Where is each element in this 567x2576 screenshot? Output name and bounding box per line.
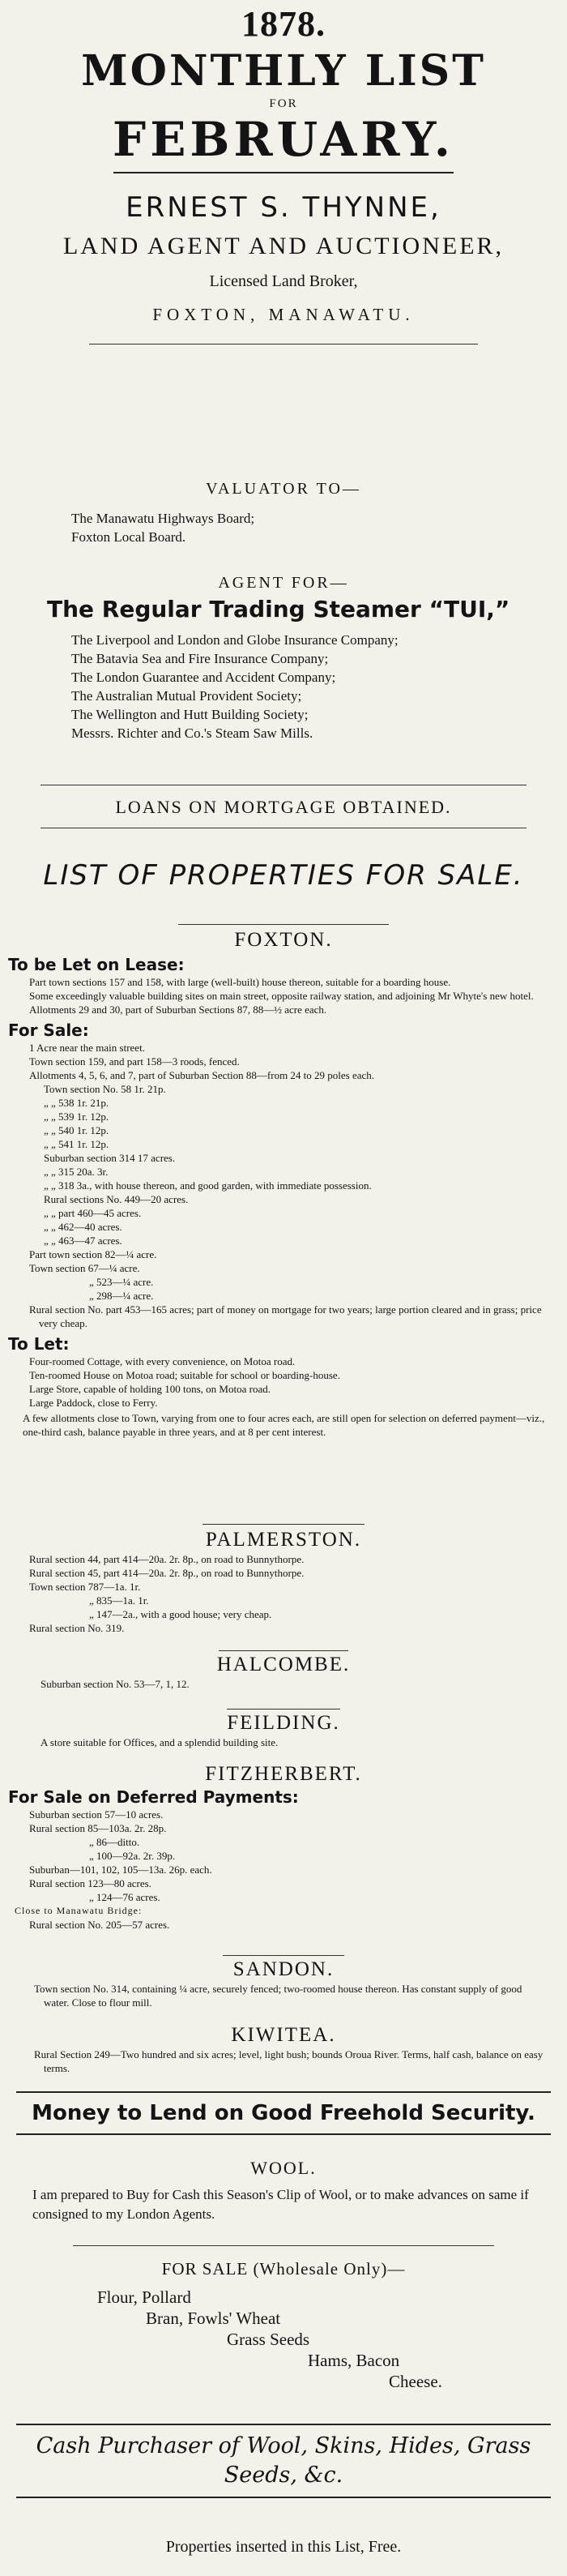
allotments-note: A few allotments close to Town, varying from one to four acres each, are still open for selection on deferred payment—viz., one-third cash, balance payable in three years, and at 8 per cent interest. [23, 1412, 545, 1438]
town-section-item: „ „ 539 1r. 12p. [44, 1110, 109, 1123]
fitzherbert-item: „ 100—92a. 2r. 39p. [89, 1850, 176, 1862]
deferred-heading: For Sale on Deferred Payments: [8, 1787, 299, 1807]
fitzherbert-item: Rural section 123—80 acres. [29, 1877, 151, 1889]
let-item: Four-roomed Cottage, with every convenience, on Motoa road. [29, 1355, 296, 1367]
kiwitea-section [8, 2023, 559, 2075]
free-notice: Properties inserted in this List, Free. [165, 2538, 402, 2556]
wholesale-section [8, 2245, 559, 2392]
list-heading [8, 858, 559, 893]
divider [178, 924, 389, 925]
fitzherbert-item: „ 124—76 acres. [89, 1891, 160, 1903]
broker-line: Licensed Land Broker, [209, 272, 358, 290]
fitzherbert-heading: FITZHERBERT. [205, 1763, 362, 1785]
divider [16, 2497, 551, 2498]
sandon-item: Town section No. 314, containing ¼ acre, securely fenced; two-roomed house thereon. Has constant supply of good water. Close to flour mill. [34, 1983, 522, 2009]
agency-item: The London Guarantee and Accident Company; [71, 670, 336, 685]
fitzherbert-item: Rural section 85—103a. 2r. 28p. [29, 1822, 167, 1834]
rural-section-item: Rural sections No. 449—20 acres. [44, 1193, 189, 1205]
agency-item: The Wellington and Hutt Building Society; [71, 707, 309, 722]
halcombe-heading: HALCOMBE. [216, 1654, 351, 1675]
rural-section-item: Part town section 82—¼ acre. [29, 1248, 157, 1260]
goods-item: Hams, Bacon [308, 2351, 400, 2370]
month: FEBRUARY. [113, 112, 454, 167]
wool-text: I am prepared to Buy for Cash this Season's Clip of Wool, or to make advances on same if consigned to my London Agents. [32, 2187, 529, 2222]
town-section-item: „ „ 538 1r. 21p. [44, 1097, 109, 1109]
town-section-item: Suburban section 314 17 acres. [44, 1152, 176, 1164]
wool-section [8, 2156, 559, 2224]
agent-role: LAND AGENT AND AUCTIONEER, [62, 233, 505, 259]
palmerston-item: Rural section 44, part 414—20a. 2r. 8p., on road to Bunnythorpe. [29, 1553, 305, 1565]
goods-item: Flour, Pollard [97, 2287, 191, 2307]
divider [16, 2091, 551, 2093]
lease-item: Part town sections 157 and 158, with large (well-built) house thereon, suitable for a boarding house. [29, 976, 451, 988]
valuator-item: The Manawatu Highways Board; [71, 511, 255, 526]
sale-item: 1 Acre near the main street. [29, 1042, 145, 1054]
palmerston-item: Rural section No. 319. [29, 1622, 125, 1634]
divider [202, 1524, 364, 1525]
sandon-section [8, 1955, 559, 2009]
agency-item: Messrs. Richter and Co.'s Steam Saw Mills. [71, 725, 313, 741]
agency-item: The Batavia Sea and Fire Insurance Company; [71, 651, 329, 666]
palmerston-item: Town section 787—1a. 1r. [29, 1581, 141, 1593]
fitzherbert-item: Suburban section 57—10 acres. [29, 1808, 164, 1821]
lease-item: Allotments 29 and 30, part of Suburban Sections 87, 88—½ acre each. [29, 1003, 327, 1016]
money-notice: Money to Lend on Good Freehold Security. [32, 2101, 535, 2125]
kiwitea-heading: KIWITEA. [231, 2024, 336, 2046]
lease-item: Some exceedingly valuable building sites on main street, opposite railway station, and adjoining Mr Whyte's new hotel. [29, 990, 534, 1002]
goods-item: Cheese. [389, 2372, 442, 2391]
town-section-item: „ „ 315 20a. 3r. [44, 1166, 109, 1178]
town-section-item: „ „ 540 1r. 12p. [44, 1124, 109, 1136]
fitzherbert-section [8, 1762, 559, 1932]
properties-title: LIST OF PROPERTIES FOR SALE. [43, 859, 524, 892]
let-heading: To Let: [8, 1334, 70, 1354]
valuator-section [8, 478, 559, 546]
valuator-item: Foxton Local Board. [71, 529, 186, 545]
divider [219, 1650, 348, 1651]
let-item: Large Store, capable of holding 100 tons, on Motoa road. [29, 1383, 271, 1395]
valuator-heading: VALUATOR TO— [206, 480, 361, 498]
divider [16, 2133, 551, 2135]
agency-item: The Australian Mutual Provident Society; [71, 688, 302, 704]
money-section [8, 2091, 559, 2135]
feilding-section [8, 1709, 559, 1749]
divider [113, 172, 454, 173]
goods-item: Bran, Fowls' Wheat [146, 2309, 281, 2328]
rural-section-item: „ „ 463—47 acres. [44, 1235, 122, 1247]
rural-section-item: Rural section No. part 453—165 acres; part of money on mortgage for two years; large portion cleared and in grass; price very cheap. [29, 1303, 542, 1329]
cash-purchaser: Cash Purchaser of Wool, Skins, Hides, Grass Seeds, &c. [36, 2433, 531, 2488]
foxton-section [8, 924, 559, 1439]
list-title-header: MONTHLY LIST [81, 46, 486, 96]
year: 1878. [241, 4, 326, 44]
bridge-heading: Close to Manawatu Bridge: [15, 1905, 143, 1916]
town-section-item: „ „ 318 3a., with house thereon, and good garden, with immediate possession. [44, 1179, 372, 1192]
halcombe-section [8, 1650, 559, 1691]
town-section-item: „ „ 541 1r. 12p. [44, 1138, 109, 1150]
steamer-name: The Regular Trading Steamer “TUI,” [47, 596, 510, 623]
rural-section-item: „ 298—¼ acre. [89, 1290, 154, 1302]
free-section [8, 2535, 559, 2558]
goods-item: Grass Seeds [227, 2330, 310, 2349]
agent-name: ERNEST S. THYNNE, [126, 191, 441, 224]
divider [223, 1955, 344, 1956]
palmerston-item: Rural section 45, part 414—20a. 2r. 8p., on road to Bunnythorpe. [29, 1567, 305, 1579]
rural-section-item: „ 523—¼ acre. [89, 1276, 154, 1288]
loans-section [8, 785, 559, 828]
halcombe-item: Suburban section No. 53—7, 1, 12. [40, 1678, 190, 1690]
cash-section [8, 2424, 559, 2498]
rural-section-item: „ „ part 460—45 acres. [44, 1207, 142, 1219]
feilding-heading: FEILDING. [227, 1712, 340, 1734]
fitzherbert-item: „ 86—ditto. [89, 1836, 140, 1848]
for-label: FOR [269, 97, 298, 110]
fitzherbert-item: Suburban—101, 102, 105—13a. 26p. each. [29, 1864, 212, 1876]
sale-item: Allotments 4, 5, 6, and 7, part of Suburban Section 88—from 24 to 29 poles each. [29, 1069, 375, 1081]
sandon-heading: SANDON. [232, 1958, 335, 1980]
feilding-item: A store suitable for Offices, and a splendid building site. [40, 1736, 279, 1748]
foxton-heading: FOXTON. [234, 929, 333, 951]
palmerston-item: „ 147—2a., with a good house; very cheap. [89, 1608, 272, 1620]
bridge-item: Rural section No. 205—57 acres. [29, 1919, 170, 1931]
divider [16, 2424, 551, 2425]
agent-heading: AGENT FOR— [218, 574, 349, 592]
divider [73, 2245, 494, 2246]
town-line: FOXTON, MANAWATU. [152, 305, 415, 324]
agent-section [8, 572, 559, 742]
sale-heading: For Sale: [8, 1021, 89, 1040]
palmerston-heading: PALMERSTON. [205, 1529, 362, 1551]
palmerston-item: „ 835—1a. 1r. [89, 1594, 149, 1607]
loans-notice: LOANS ON MORTGAGE OBTAINED. [115, 797, 452, 817]
let-item: Large Paddock, close to Ferry. [29, 1397, 158, 1409]
lease-heading: To be Let on Lease: [8, 955, 185, 974]
rural-section-item: Town section 67—¼ acre. [29, 1262, 140, 1274]
sale-item: Town section 159, and part 158—3 roods, fenced. [29, 1055, 240, 1068]
header [8, 0, 559, 344]
rural-section-item: „ „ 462—40 acres. [44, 1221, 122, 1233]
palmerston-section [8, 1524, 559, 1635]
town-section-item: Town section No. 58 1r. 21p. [44, 1083, 166, 1095]
agency-item: The Liverpool and London and Globe Insurance Company; [71, 632, 399, 648]
let-item: Ten-roomed House on Motoa road; suitable for school or boarding-house. [29, 1369, 340, 1381]
kiwitea-item: Rural Section 249—Two hundred and six acres; level, light bush; bounds Oroua River. Terms, half cash, balance on easy terms. [34, 2048, 544, 2074]
wool-heading: WOOL. [250, 2158, 317, 2178]
wholesale-heading: FOR SALE (Wholesale Only)— [161, 2259, 406, 2279]
